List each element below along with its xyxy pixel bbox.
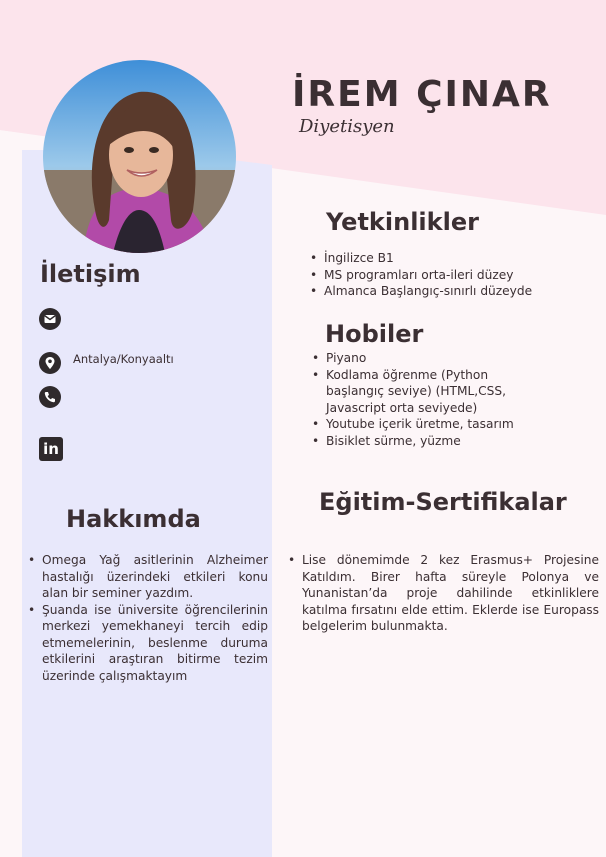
- contact-email[interactable]: [39, 308, 61, 330]
- skills-title: Yetkinlikler: [326, 208, 479, 236]
- phone-icon: [39, 386, 61, 408]
- skill-item: • MS programları orta-ileri düzey: [308, 267, 588, 284]
- hobby-item: • Piyano: [310, 350, 545, 367]
- hobby-item: • Bisiklet sürme, yüzme: [310, 433, 545, 450]
- contact-linkedin[interactable]: [39, 437, 63, 461]
- location-text: Antalya/Konyaaltı: [73, 352, 174, 366]
- about-list: [26, 552, 268, 684]
- education-title: Eğitim-Sertifikalar: [319, 488, 567, 516]
- hobbies-title: Hobiler: [325, 320, 424, 348]
- skill-item: • Almanca Başlangıç-sınırlı düzeyde: [308, 283, 588, 300]
- profile-photo: [43, 60, 236, 253]
- contact-phone[interactable]: [39, 386, 61, 408]
- person-name: İREM ÇINAR: [292, 74, 552, 115]
- skills-list: [308, 250, 588, 300]
- job-title: Diyetisyen: [299, 116, 395, 137]
- about-item: • Şuanda ise üniversite öğrencilerinin merkezi yemekhaneyi tercih edip etmemelerinin, beslenme duruma etkilerini araştıran bitirme tezim üzerinde çalışmaktayım: [26, 602, 268, 685]
- linkedin-icon: in: [39, 437, 63, 461]
- hobby-item: • Kodlama öğrenme (Python başlangıç seviye) (HTML,CSS, Javascript orta seviyede): [310, 367, 545, 417]
- envelope-icon: [39, 308, 61, 330]
- about-item: • Omega Yağ asitlerinin Alzheimer hastalığı üzerindeki etkileri konu alan bir seminer yazdım.: [26, 552, 268, 602]
- education-item: • Lise dönemimde 2 kez Erasmus+ Projesine Katıldım. Birer hafta süreyle Polonya ve Yunanistan’da proje dahilinde etkinliklere katılma fırsatını elde ettim. Eklerde ise Europass belgelerim bulunmakta.: [286, 552, 599, 635]
- contact-location: [39, 352, 174, 374]
- skill-item: • İngilizce B1: [308, 250, 588, 267]
- hobby-item: • Youtube içerik üretme, tasarım: [310, 416, 545, 433]
- location-pin-icon: [39, 352, 61, 374]
- about-title: Hakkımda: [66, 505, 201, 533]
- contact-title: İletişim: [40, 260, 141, 288]
- education-list: [286, 552, 599, 635]
- hobbies-list: [310, 350, 545, 449]
